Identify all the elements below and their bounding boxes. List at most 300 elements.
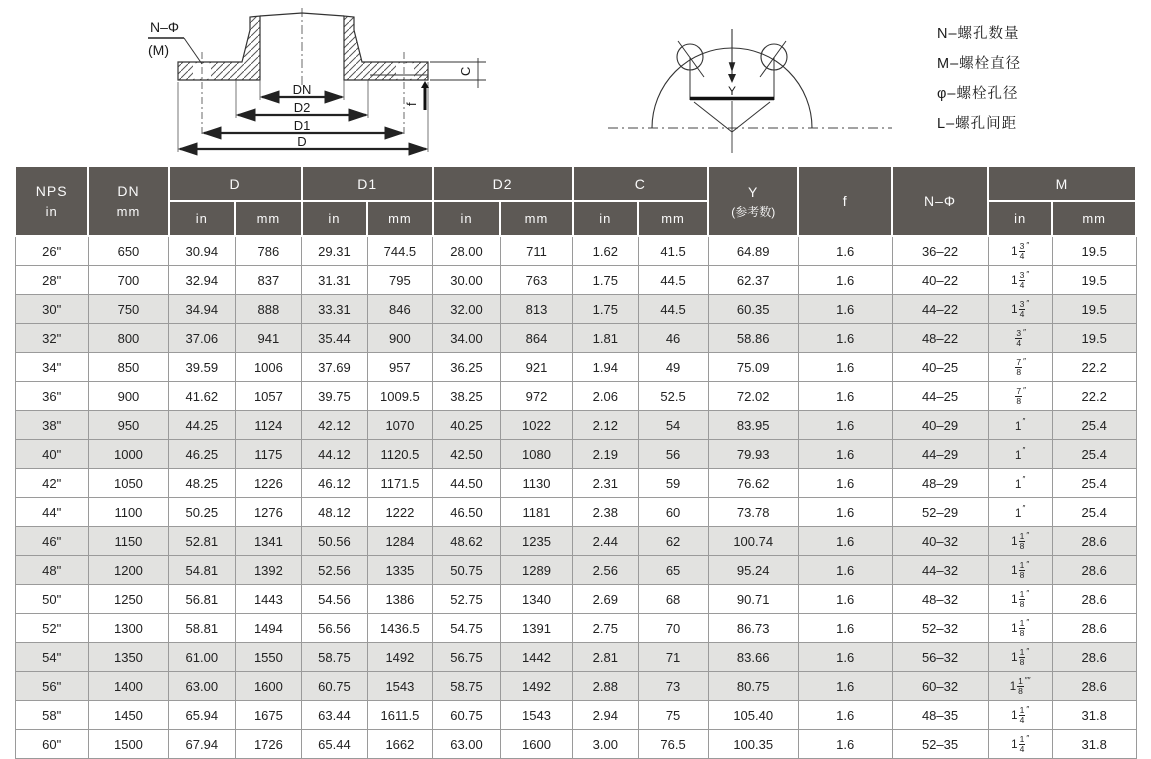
cell-d1_mm: 900 xyxy=(367,324,432,353)
cell-m_in: $\frac{3}{4}$ ″ xyxy=(988,324,1052,353)
col-header-nps: NPS in xyxy=(15,166,88,236)
col-header-d2: D2 xyxy=(433,166,573,201)
cell-d_mm: 1006 xyxy=(235,353,302,382)
cell-f: 1.6 xyxy=(798,324,892,353)
cell-d1_mm: 744.5 xyxy=(367,236,432,266)
cell-c_mm: 59 xyxy=(638,469,708,498)
cell-d1_in: 60.75 xyxy=(302,672,367,701)
cell-nps: 38" xyxy=(15,411,88,440)
cell-c_in: 2.81 xyxy=(573,643,638,672)
table-row xyxy=(15,236,1136,266)
table-row xyxy=(15,469,1136,498)
cell-dn: 1500 xyxy=(88,730,168,759)
cell-nps: 48" xyxy=(15,556,88,585)
cell-d1_in: 50.56 xyxy=(302,527,367,556)
cell-d2_in: 54.75 xyxy=(433,614,501,643)
cell-d_in: 41.62 xyxy=(169,382,236,411)
cell-n_phi: 44–25 xyxy=(892,382,988,411)
cell-d1_in: 42.12 xyxy=(302,411,367,440)
cell-c_mm: 60 xyxy=(638,498,708,527)
legend-item-n: N–螺孔数量 xyxy=(937,26,1020,42)
table-row xyxy=(15,585,1136,614)
table-row xyxy=(15,353,1136,382)
cell-d_mm: 786 xyxy=(235,236,302,266)
cell-d1_mm: 1335 xyxy=(367,556,432,585)
col-header-f: f xyxy=(798,166,892,236)
cell-c_in: 2.69 xyxy=(573,585,638,614)
cell-d2_in: 40.25 xyxy=(433,411,501,440)
flange-right-section xyxy=(344,16,428,80)
cell-d_mm: 837 xyxy=(235,266,302,295)
cell-d1_in: 56.56 xyxy=(302,614,367,643)
cell-y: 76.62 xyxy=(708,469,798,498)
cell-c_mm: 73 xyxy=(638,672,708,701)
cell-d2_mm: 763 xyxy=(500,266,572,295)
cell-c_in: 2.12 xyxy=(573,411,638,440)
cell-d_in: 32.94 xyxy=(169,266,236,295)
cell-d1_mm: 846 xyxy=(367,295,432,324)
cell-m_in: $\frac{7}{8}$ ″ xyxy=(988,382,1052,411)
technical-drawing-area xyxy=(0,0,1151,160)
cell-d2_mm: 1181 xyxy=(500,498,572,527)
cell-c_mm: 65 xyxy=(638,556,708,585)
flange-left-section xyxy=(178,16,260,80)
cell-m_mm: 28.6 xyxy=(1052,556,1136,585)
cell-d1_mm: 1386 xyxy=(367,585,432,614)
cell-d2_mm: 1391 xyxy=(500,614,572,643)
legend-item-phi: φ–螺栓孔径 xyxy=(937,86,1019,102)
legend-item-m: M–螺栓直径 xyxy=(937,56,1022,72)
cell-m_in: $\frac{7}{8}$ ″ xyxy=(988,353,1052,382)
bolt-circle-drawing xyxy=(600,5,900,160)
cell-nps: 26" xyxy=(15,236,88,266)
cell-c_in: 1.62 xyxy=(573,236,638,266)
table-row xyxy=(15,701,1136,730)
cell-d1_mm: 1222 xyxy=(367,498,432,527)
cell-c_in: 2.06 xyxy=(573,382,638,411)
cell-nps: 56" xyxy=(15,672,88,701)
cell-nps: 32" xyxy=(15,324,88,353)
table-row xyxy=(15,498,1136,527)
cell-f: 1.6 xyxy=(798,498,892,527)
table-row xyxy=(15,614,1136,643)
table-row xyxy=(15,324,1136,353)
cell-d1_mm: 1171.5 xyxy=(367,469,432,498)
cell-f: 1.6 xyxy=(798,701,892,730)
cell-c_in: 2.31 xyxy=(573,469,638,498)
cell-c_in: 2.38 xyxy=(573,498,638,527)
cell-d_in: 34.94 xyxy=(169,295,236,324)
cell-d2_mm: 1340 xyxy=(500,585,572,614)
cell-d_in: 61.00 xyxy=(169,643,236,672)
cell-n_phi: 44–32 xyxy=(892,556,988,585)
cell-c_in: 3.00 xyxy=(573,730,638,759)
table-row xyxy=(15,672,1136,701)
cell-nps: 46" xyxy=(15,527,88,556)
cell-d2_in: 50.75 xyxy=(433,556,501,585)
cell-y: 80.75 xyxy=(708,672,798,701)
cell-m_mm: 28.6 xyxy=(1052,585,1136,614)
cell-d_in: 50.25 xyxy=(169,498,236,527)
cell-d1_mm: 1492 xyxy=(367,643,432,672)
cell-y: 86.73 xyxy=(708,614,798,643)
cell-d_mm: 1057 xyxy=(235,382,302,411)
cell-nps: 58" xyxy=(15,701,88,730)
dim-label-d1: D1 xyxy=(293,118,311,133)
cell-d1_in: 39.75 xyxy=(302,382,367,411)
cell-d_in: 52.81 xyxy=(169,527,236,556)
cell-d1_mm: 795 xyxy=(367,266,432,295)
cell-f: 1.6 xyxy=(798,236,892,266)
cell-d_in: 30.94 xyxy=(169,236,236,266)
cell-y: 72.02 xyxy=(708,382,798,411)
cell-nps: 36" xyxy=(15,382,88,411)
cell-m_in: 1″ xyxy=(988,469,1052,498)
cell-d2_mm: 1492 xyxy=(500,672,572,701)
cell-nps: 54" xyxy=(15,643,88,672)
cell-dn: 1350 xyxy=(88,643,168,672)
cell-m_mm: 25.4 xyxy=(1052,411,1136,440)
cell-c_mm: 49 xyxy=(638,353,708,382)
cell-n_phi: 52–35 xyxy=(892,730,988,759)
cell-d2_mm: 1442 xyxy=(500,643,572,672)
cell-d2_mm: 1130 xyxy=(500,469,572,498)
cell-m_mm: 31.8 xyxy=(1052,730,1136,759)
cell-n_phi: 44–29 xyxy=(892,440,988,469)
cell-d1_mm: 1662 xyxy=(367,730,432,759)
cell-d_mm: 1276 xyxy=(235,498,302,527)
cell-d_in: 54.81 xyxy=(169,556,236,585)
cell-c_in: 2.88 xyxy=(573,672,638,701)
unit-c-mm: mm xyxy=(638,201,708,236)
unit-d-in: in xyxy=(169,201,236,236)
cell-y: 83.95 xyxy=(708,411,798,440)
cell-d_mm: 1675 xyxy=(235,701,302,730)
cell-y: 75.09 xyxy=(708,353,798,382)
cell-c_mm: 44.5 xyxy=(638,266,708,295)
cell-dn: 1000 xyxy=(88,440,168,469)
cell-d1_in: 31.31 xyxy=(302,266,367,295)
dim-label-c: C xyxy=(458,66,473,76)
cell-dn: 1250 xyxy=(88,585,168,614)
cell-f: 1.6 xyxy=(798,585,892,614)
cell-d2_mm: 813 xyxy=(500,295,572,324)
cell-c_in: 2.56 xyxy=(573,556,638,585)
cell-y: 100.74 xyxy=(708,527,798,556)
cell-d_in: 37.06 xyxy=(169,324,236,353)
cell-nps: 28" xyxy=(15,266,88,295)
cell-c_mm: 44.5 xyxy=(638,295,708,324)
cell-m_mm: 28.6 xyxy=(1052,527,1136,556)
cell-d1_in: 33.31 xyxy=(302,295,367,324)
cell-c_in: 1.94 xyxy=(573,353,638,382)
cell-d2_in: 42.50 xyxy=(433,440,501,469)
col-header-c: C xyxy=(573,166,708,201)
cell-f: 1.6 xyxy=(798,556,892,585)
cell-f: 1.6 xyxy=(798,266,892,295)
cell-m_mm: 31.8 xyxy=(1052,701,1136,730)
cell-d_mm: 1494 xyxy=(235,614,302,643)
cell-d1_in: 44.12 xyxy=(302,440,367,469)
cell-c_mm: 46 xyxy=(638,324,708,353)
cell-d2_in: 38.25 xyxy=(433,382,501,411)
cell-dn: 900 xyxy=(88,382,168,411)
cell-n_phi: 48–29 xyxy=(892,469,988,498)
cell-d2_in: 60.75 xyxy=(433,701,501,730)
cell-d2_mm: 1022 xyxy=(500,411,572,440)
cell-m_mm: 22.2 xyxy=(1052,353,1136,382)
cell-m_mm: 28.6 xyxy=(1052,672,1136,701)
cell-d2_in: 44.50 xyxy=(433,469,501,498)
cell-n_phi: 52–29 xyxy=(892,498,988,527)
cell-f: 1.6 xyxy=(798,440,892,469)
cell-d2_in: 58.75 xyxy=(433,672,501,701)
cell-m_in: 1 $\frac{1}{8}$ ″ xyxy=(988,527,1052,556)
table-row xyxy=(15,556,1136,585)
cell-d_in: 58.81 xyxy=(169,614,236,643)
cell-y: 62.37 xyxy=(708,266,798,295)
cell-d2_mm: 1600 xyxy=(500,730,572,759)
cell-y: 73.78 xyxy=(708,498,798,527)
cell-d2_in: 36.25 xyxy=(433,353,501,382)
cell-n_phi: 56–32 xyxy=(892,643,988,672)
unit-c-in: in xyxy=(573,201,638,236)
table-row xyxy=(15,295,1136,324)
cell-m_in: 1 $\frac{1}{8}$ ″ xyxy=(988,556,1052,585)
cell-d1_mm: 1009.5 xyxy=(367,382,432,411)
cell-d1_mm: 1436.5 xyxy=(367,614,432,643)
unit-d-mm: mm xyxy=(235,201,302,236)
flange-section-drawing xyxy=(118,8,498,165)
cell-f: 1.6 xyxy=(798,411,892,440)
cell-m_in: 1″ xyxy=(988,498,1052,527)
cell-d2_in: 34.00 xyxy=(433,324,501,353)
unit-d1-mm: mm xyxy=(367,201,432,236)
cell-m_mm: 19.5 xyxy=(1052,236,1136,266)
table-body xyxy=(15,236,1136,759)
cell-d_mm: 1341 xyxy=(235,527,302,556)
cell-d1_in: 58.75 xyxy=(302,643,367,672)
col-header-m: M xyxy=(988,166,1136,201)
cell-d_mm: 1392 xyxy=(235,556,302,585)
cell-d_in: 48.25 xyxy=(169,469,236,498)
cell-c_mm: 76.5 xyxy=(638,730,708,759)
cell-d1_in: 52.56 xyxy=(302,556,367,585)
cell-d_in: 65.94 xyxy=(169,701,236,730)
cell-d2_in: 46.50 xyxy=(433,498,501,527)
cell-c_mm: 62 xyxy=(638,527,708,556)
cell-y: 90.71 xyxy=(708,585,798,614)
cell-n_phi: 40–29 xyxy=(892,411,988,440)
cell-d_in: 67.94 xyxy=(169,730,236,759)
col-header-n-phi: N–Φ xyxy=(892,166,988,236)
cell-f: 1.6 xyxy=(798,527,892,556)
cell-f: 1.6 xyxy=(798,469,892,498)
table-row xyxy=(15,527,1136,556)
cell-m_in: 1 $\frac{1}{8}$ ″ xyxy=(988,643,1052,672)
cell-d2_in: 63.00 xyxy=(433,730,501,759)
cell-c_in: 1.75 xyxy=(573,266,638,295)
cell-n_phi: 48–35 xyxy=(892,701,988,730)
unit-d1-in: in xyxy=(302,201,367,236)
table-row xyxy=(15,411,1136,440)
cell-nps: 50" xyxy=(15,585,88,614)
cell-nps: 60" xyxy=(15,730,88,759)
cell-dn: 1300 xyxy=(88,614,168,643)
cell-m_mm: 19.5 xyxy=(1052,324,1136,353)
cell-m_in: 1 $\frac{1}{8}$ ″ xyxy=(988,585,1052,614)
cell-m_mm: 19.5 xyxy=(1052,266,1136,295)
cell-n_phi: 44–22 xyxy=(892,295,988,324)
cell-c_in: 1.81 xyxy=(573,324,638,353)
cell-c_mm: 68 xyxy=(638,585,708,614)
cell-dn: 1200 xyxy=(88,556,168,585)
cell-d2_mm: 1289 xyxy=(500,556,572,585)
cell-d1_mm: 1070 xyxy=(367,411,432,440)
cell-d2_in: 48.62 xyxy=(433,527,501,556)
cell-d_in: 46.25 xyxy=(169,440,236,469)
cell-dn: 1100 xyxy=(88,498,168,527)
cell-d_in: 44.25 xyxy=(169,411,236,440)
cell-d1_mm: 957 xyxy=(367,353,432,382)
label-m: (M) xyxy=(148,42,169,58)
cell-d2_in: 56.75 xyxy=(433,643,501,672)
label-y: Y xyxy=(727,84,737,98)
cell-m_in: 1 $\frac{3}{4}$ ″ xyxy=(988,266,1052,295)
cell-d_mm: 1124 xyxy=(235,411,302,440)
table-row xyxy=(15,730,1136,759)
dim-label-dn: DN xyxy=(292,82,312,97)
cell-dn: 650 xyxy=(88,236,168,266)
cell-n_phi: 40–32 xyxy=(892,527,988,556)
cell-d1_in: 46.12 xyxy=(302,469,367,498)
cell-n_phi: 48–22 xyxy=(892,324,988,353)
cell-f: 1.6 xyxy=(798,730,892,759)
cell-m_mm: 28.6 xyxy=(1052,614,1136,643)
cell-d_mm: 1550 xyxy=(235,643,302,672)
cell-d1_in: 54.56 xyxy=(302,585,367,614)
unit-d2-mm: mm xyxy=(500,201,572,236)
col-header-d: D xyxy=(169,166,302,201)
dim-label-f: f xyxy=(404,102,419,106)
cell-dn: 1450 xyxy=(88,701,168,730)
cell-m_in: 1″ xyxy=(988,411,1052,440)
cell-dn: 800 xyxy=(88,324,168,353)
cell-n_phi: 40–25 xyxy=(892,353,988,382)
cell-y: 105.40 xyxy=(708,701,798,730)
cell-d1_in: 48.12 xyxy=(302,498,367,527)
cell-dn: 1050 xyxy=(88,469,168,498)
col-header-dn: DN mm xyxy=(88,166,168,236)
cell-n_phi: 48–32 xyxy=(892,585,988,614)
cell-c_mm: 56 xyxy=(638,440,708,469)
cell-d1_in: 63.44 xyxy=(302,701,367,730)
table-header xyxy=(15,166,1136,236)
cell-y: 100.35 xyxy=(708,730,798,759)
cell-c_mm: 75 xyxy=(638,701,708,730)
cell-m_in: 1 $\frac{1}{8}$ ″ xyxy=(988,614,1052,643)
cell-nps: 52" xyxy=(15,614,88,643)
cell-d2_mm: 972 xyxy=(500,382,572,411)
cell-c_mm: 41.5 xyxy=(638,236,708,266)
cell-n_phi: 36–22 xyxy=(892,236,988,266)
cell-c_in: 2.44 xyxy=(573,527,638,556)
cell-dn: 750 xyxy=(88,295,168,324)
flange-dimension-table xyxy=(14,165,1137,759)
cell-d_mm: 1726 xyxy=(235,730,302,759)
table-row xyxy=(15,440,1136,469)
cell-dn: 700 xyxy=(88,266,168,295)
cell-dn: 950 xyxy=(88,411,168,440)
cell-c_in: 2.94 xyxy=(573,701,638,730)
table-row xyxy=(15,643,1136,672)
cell-nps: 40" xyxy=(15,440,88,469)
col-header-d1: D1 xyxy=(302,166,433,201)
cell-d_mm: 1443 xyxy=(235,585,302,614)
cell-c_mm: 71 xyxy=(638,643,708,672)
cell-dn: 1400 xyxy=(88,672,168,701)
cell-f: 1.6 xyxy=(798,672,892,701)
cell-m_in: 1″ xyxy=(988,440,1052,469)
cell-m_in: 1 $\frac{1}{4}$ ″ xyxy=(988,730,1052,759)
cell-m_mm: 25.4 xyxy=(1052,469,1136,498)
cell-d_mm: 1600 xyxy=(235,672,302,701)
cell-d_mm: 941 xyxy=(235,324,302,353)
cell-y: 95.24 xyxy=(708,556,798,585)
dim-label-d2: D2 xyxy=(293,100,311,115)
cell-nps: 30" xyxy=(15,295,88,324)
cell-c_in: 2.75 xyxy=(573,614,638,643)
cell-d1_in: 29.31 xyxy=(302,236,367,266)
cell-d2_mm: 864 xyxy=(500,324,572,353)
legend-item-l: L–螺孔间距 xyxy=(937,116,1018,132)
cell-d_in: 39.59 xyxy=(169,353,236,382)
cell-m_mm: 25.4 xyxy=(1052,498,1136,527)
cell-d_mm: 888 xyxy=(235,295,302,324)
label-n-phi: N–Φ xyxy=(150,19,180,35)
cell-y: 83.66 xyxy=(708,643,798,672)
cell-m_in: 1 $\frac{3}{4}$ ″ xyxy=(988,236,1052,266)
cell-d2_mm: 1235 xyxy=(500,527,572,556)
table-row xyxy=(15,266,1136,295)
cell-d1_mm: 1120.5 xyxy=(367,440,432,469)
cell-c_mm: 54 xyxy=(638,411,708,440)
cell-d1_in: 65.44 xyxy=(302,730,367,759)
cell-d_mm: 1175 xyxy=(235,440,302,469)
col-header-y: Y (参考数) xyxy=(708,166,798,236)
cell-y: 58.86 xyxy=(708,324,798,353)
cell-n_phi: 40–22 xyxy=(892,266,988,295)
cell-m_in: 1 $\frac{1}{4}$ ″ xyxy=(988,701,1052,730)
cell-d2_mm: 1543 xyxy=(500,701,572,730)
dim-label-d: D xyxy=(297,134,307,149)
cell-dn: 850 xyxy=(88,353,168,382)
cell-y: 64.89 xyxy=(708,236,798,266)
unit-m-mm: mm xyxy=(1052,201,1136,236)
cell-n_phi: 52–32 xyxy=(892,614,988,643)
cell-c_in: 2.19 xyxy=(573,440,638,469)
unit-m-in: in xyxy=(988,201,1052,236)
cell-c_mm: 52.5 xyxy=(638,382,708,411)
cell-d_in: 56.81 xyxy=(169,585,236,614)
cell-d2_in: 30.00 xyxy=(433,266,501,295)
cell-d1_in: 35.44 xyxy=(302,324,367,353)
cell-d1_mm: 1284 xyxy=(367,527,432,556)
cell-d1_mm: 1611.5 xyxy=(367,701,432,730)
cell-nps: 34" xyxy=(15,353,88,382)
cell-d2_mm: 711 xyxy=(500,236,572,266)
cell-nps: 42" xyxy=(15,469,88,498)
